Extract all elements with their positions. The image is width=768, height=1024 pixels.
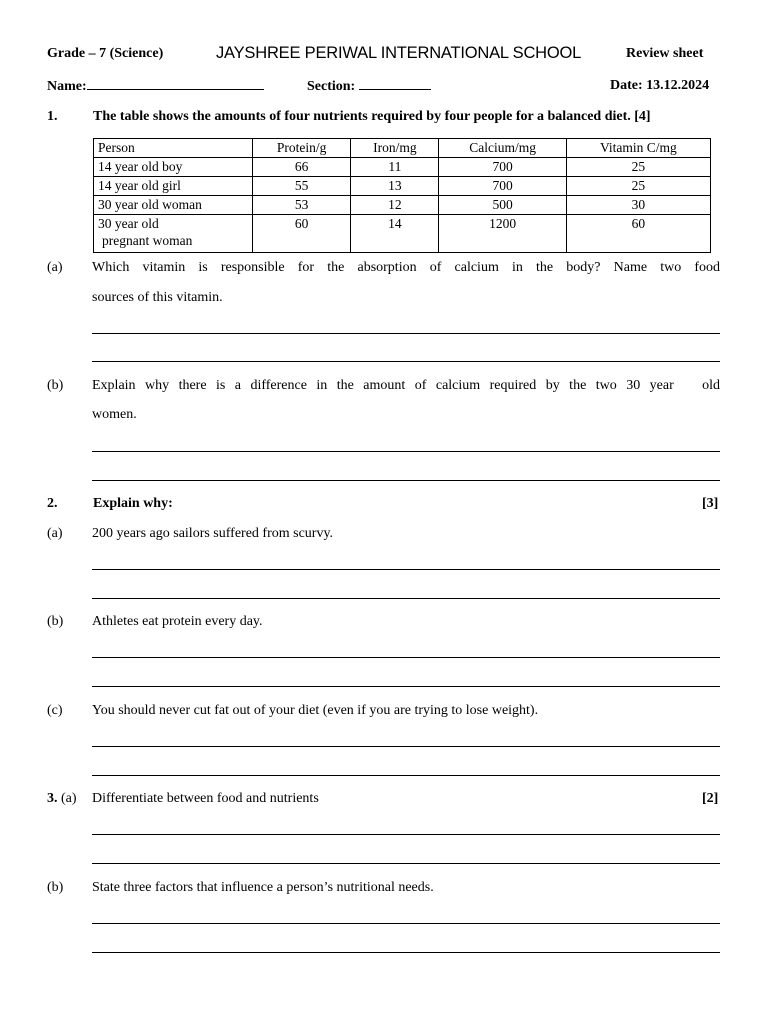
table-cell: 700 [439, 158, 566, 177]
table-cell-line: pregnant woman [102, 233, 193, 248]
table-cell: 25 [566, 158, 710, 177]
table-cell: 25 [566, 177, 710, 196]
q1b-label: (b) [47, 378, 64, 393]
table-header-cell: Calcium/mg [439, 139, 566, 158]
table-header-cell: Person [94, 139, 253, 158]
table-header-cell: Iron/mg [351, 139, 439, 158]
table-cell: 700 [439, 177, 566, 196]
table-cell-line: 30 year old [98, 216, 159, 231]
table-cell: 500 [439, 196, 566, 215]
name-field[interactable] [47, 78, 264, 95]
answer-line[interactable] [92, 451, 720, 452]
table-cell: 11 [351, 158, 439, 177]
q3b-label: (b) [47, 880, 64, 895]
table-row [94, 177, 711, 196]
q2b-label: (b) [47, 614, 64, 629]
q2c-label: (c) [47, 703, 63, 718]
answer-line[interactable] [92, 746, 720, 747]
table-cell: 14 year old girl [94, 177, 253, 196]
table-cell: 12 [351, 196, 439, 215]
name-label: Name: [47, 79, 87, 94]
answer-line[interactable] [92, 657, 720, 658]
table-header-cell: Protein/g [253, 139, 351, 158]
table-row [94, 158, 711, 177]
answer-line[interactable] [92, 952, 720, 953]
q2a-text: 200 years ago sailors suffered from scurvy. [92, 526, 334, 541]
table-cell: 14 year old boy [94, 158, 253, 177]
q2-marks: [3] [702, 496, 719, 511]
table-cell: 66 [253, 158, 351, 177]
q2c-text: You should never cut fat out of your diet (even if you are trying to lose weight). [92, 703, 539, 718]
q3b-text: State three factors that influence a person’s nutritional needs. [92, 880, 434, 895]
q1-text [93, 108, 651, 126]
q1-prompt: The table shows the amounts of four nutrients required by four people for a balanced diet. [93, 109, 631, 124]
grade-label: Grade – 7 (Science) [47, 46, 164, 61]
section-blank[interactable] [359, 78, 431, 90]
table-cell: 55 [253, 177, 351, 196]
table-cell: 1200 [439, 215, 566, 253]
q1a-label: (a) [47, 260, 63, 275]
table-cell: 53 [253, 196, 351, 215]
answer-line[interactable] [92, 923, 720, 924]
answer-line[interactable] [92, 834, 720, 835]
q1a-line2: sources of this vitamin. [92, 290, 223, 305]
table-cell [94, 215, 253, 253]
table-cell: 13 [351, 177, 439, 196]
table-row [94, 215, 711, 253]
q1-marks: [4] [634, 109, 651, 124]
table-cell: 60 [566, 215, 710, 253]
table-header-row [94, 139, 711, 158]
answer-line[interactable] [92, 686, 720, 687]
section-label: Section: [307, 79, 356, 94]
q2-text: Explain why: [93, 496, 173, 511]
q2-number: 2. [47, 496, 58, 511]
q2a-label: (a) [47, 526, 63, 541]
name-blank[interactable] [87, 78, 264, 90]
date-label: Date: 13.12.2024 [610, 78, 710, 93]
q1b-line1: Explain why there is a difference in the amount of calcium required by the two 30 year old [92, 378, 720, 393]
q3a-text: Differentiate between food and nutrients [92, 791, 319, 806]
table-cell: 14 [351, 215, 439, 253]
q3-number-row [47, 790, 77, 808]
table-cell: 60 [253, 215, 351, 253]
answer-line[interactable] [92, 863, 720, 864]
q2b-text: Athletes eat protein every day. [92, 614, 263, 629]
table-header-cell: Vitamin C/mg [566, 139, 710, 158]
answer-line[interactable] [92, 569, 720, 570]
q3-marks: [2] [702, 791, 719, 806]
section-field[interactable] [307, 78, 431, 95]
sheet-type: Review sheet [626, 46, 704, 61]
q3a-label: (a) [61, 791, 77, 806]
answer-line[interactable] [92, 361, 720, 362]
q1a-line1: Which vitamin is responsible for the absorption of calcium in the body? Name two food [92, 260, 720, 275]
table-cell: 30 year old woman [94, 196, 253, 215]
school-name: JAYSHREE PERIWAL INTERNATIONAL SCHOOL [216, 44, 582, 62]
q1b-line2: women. [92, 407, 137, 422]
q3-number: 3. [47, 791, 58, 806]
q1-number: 1. [47, 109, 58, 124]
answer-line[interactable] [92, 598, 720, 599]
nutrient-table [93, 138, 711, 253]
answer-line[interactable] [92, 333, 720, 334]
table-cell: 30 [566, 196, 710, 215]
table-row [94, 196, 711, 215]
answer-line[interactable] [92, 480, 720, 481]
answer-line[interactable] [92, 775, 720, 776]
